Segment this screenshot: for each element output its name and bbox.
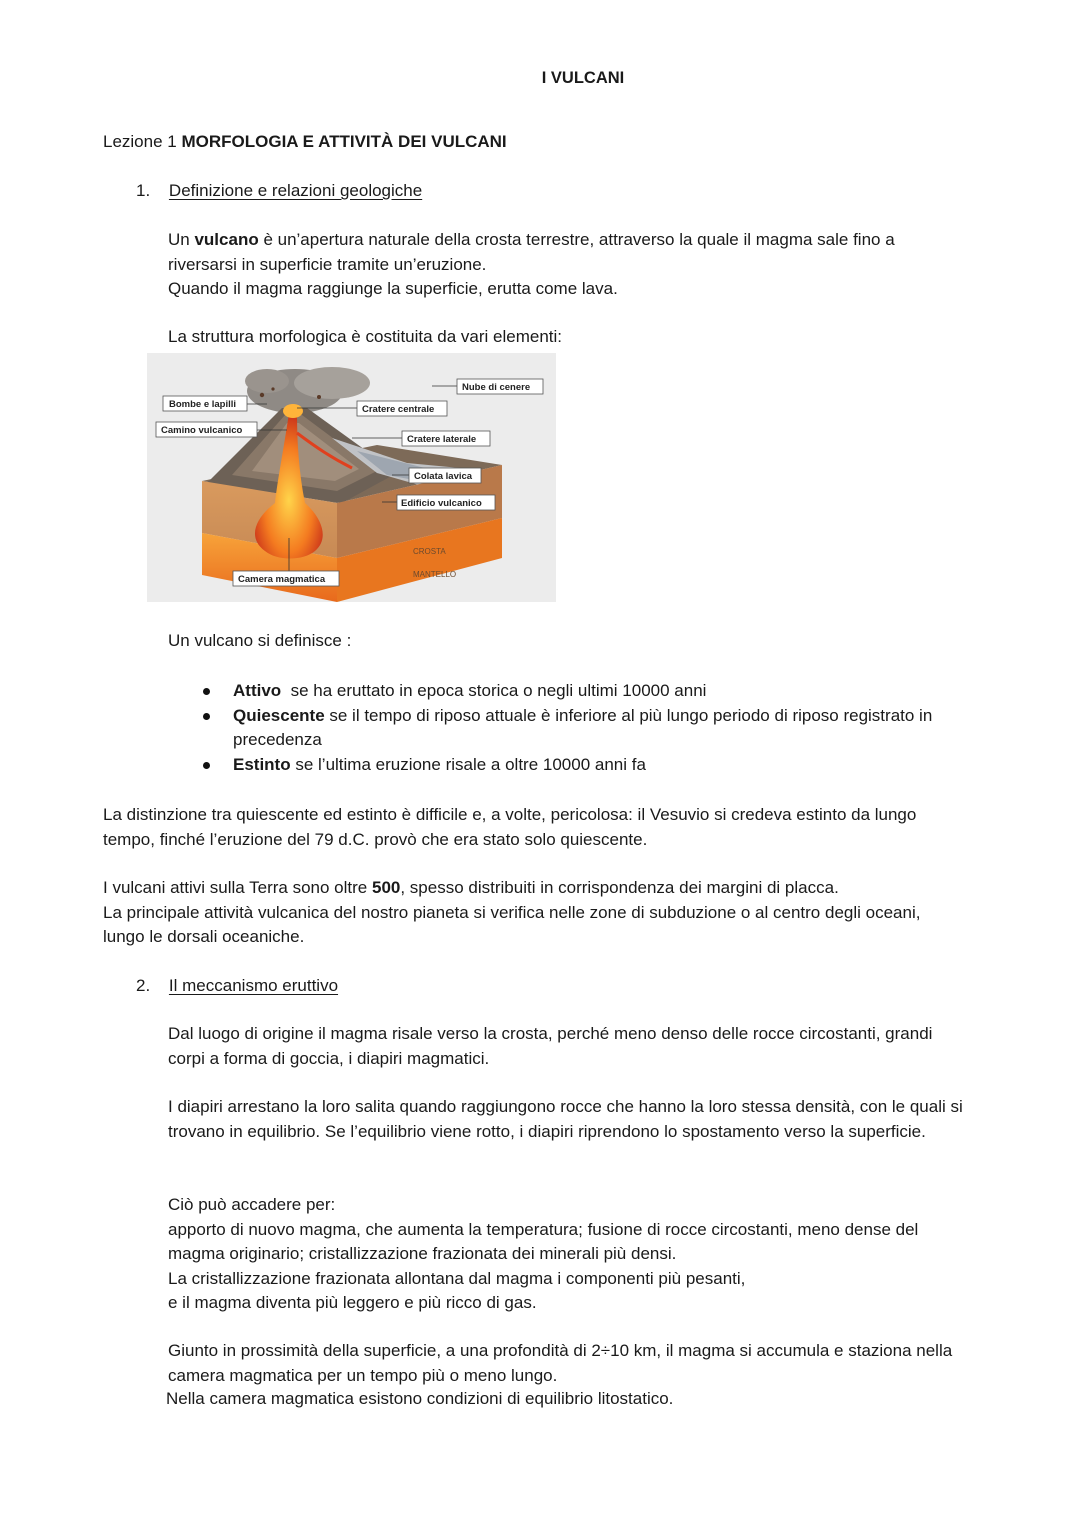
label-cratere-laterale: Cratere laterale [407,434,477,445]
section-2-heading [136,974,338,999]
label-crosta: CROSTA [413,547,446,556]
definition-text-end: è un’apertura naturale della crosta terrestre, attraverso la quale il magma sale fino a riversarsi in superficie tramite un’eruzione. [168,230,895,274]
label-nube: Nube di cenere [462,382,531,393]
type-term: Estinto [233,754,291,774]
volcano-types [203,679,983,777]
type-description: se ha eruttato in epoca storica o negli ultimi 10000 anni [281,681,707,700]
label-camino: Camino vulcanico [161,425,243,436]
causes-list: apporto di nuovo magma, che aumenta la temperatura; fusione di rocce circostanti, meno dense del magma originario; cristallizzazione frazionata dei minerali più densi. [168,1219,919,1263]
type-term: Attivo [233,681,282,700]
structure-intro: La struttura morfologica è costituita da vari elementi: [168,327,563,346]
label-colata: Colata lavica [414,471,473,482]
volcano-illustration [147,353,556,602]
section-1-number: 1. [136,181,151,200]
definition-text-start: Un [168,230,195,249]
meccanismo-p1: Dal luogo di origine il magma risale verso la crosta, perché meno denso delle rocce circostanti, grandi corpi a forma di goccia, i diapiri magmatici. [168,1024,933,1068]
list-item [203,679,983,704]
section-1-heading [136,179,422,204]
meccanismo-p3 [168,1193,968,1316]
label-bombe: Bombe e lapilli [169,399,237,410]
type-description: se l’ultima eruzione risale a oltre 10000 anni fa [290,754,646,774]
meccanismo-p5: Nella camera magmatica esistono condizioni di equilibrio litostatico. [166,1389,674,1408]
label-cratere-centrale: Cratere centrale [362,404,435,415]
type-term: Quiescente [233,705,325,725]
attivi-count: 500 [371,878,401,897]
label-mantello: MANTELLO [413,570,457,579]
definisce-intro: Un vulcano si definisce : [168,631,352,650]
crystallization-line-1: La cristallizzazione frazionata allontana dal magma i componenti più pesanti, [168,1268,746,1288]
list-item [203,753,983,778]
section-2-title: Il meccanismo eruttivo [168,976,339,995]
meccanismo-p2: I diapiri arrestano la loro salita quando raggiungono rocce che hanno la loro stessa densità, con le quali si trovano in equilibrio. Se l’equilibrio viene rotto, i diapiri riprendono lo spostamento verso la superficie. [168,1097,963,1141]
vulcano-definition [168,228,968,302]
definition-term: vulcano [194,230,259,249]
page-title: I VULCANI [541,69,625,87]
types-list [203,679,983,777]
definition-lava: Quando il magma raggiunge la superficie, erutta come lava. [168,279,618,298]
attivi-zones: La principale attività vulcanica del nostro pianeta si verifica nelle zone di subduzione o al centro degli oceani, lungo le dorsali oceaniche. [103,902,921,946]
lesson-prefix: Lezione 1 [103,132,177,151]
list-item [203,704,983,753]
attivi-text-end: , spesso distribuiti in corrispondenza dei margini di placca. [400,878,839,897]
attivi-text-start: I vulcani attivi sulla Terra sono oltre [103,878,372,897]
attivi-paragraph [103,876,933,950]
label-camera: Camera magmatica [238,574,326,585]
meccanismo-p4: Giunto in prossimità della superficie, a una profondità di 2÷10 km, il magma si accumula e staziona nella camera magmatica per un tempo più o meno lungo. [168,1341,953,1385]
distinzione-paragraph: La distinzione tra quiescente ed estinto è difficile e, a volte, pericolosa: il Vesuvio si credeva estinto da lungo tempo, finché l’eruzione del 79 d.C. provò che era stato solo quiescente. [103,805,917,849]
label-edificio: Edificio vulcanico [401,498,482,509]
lesson-name: MORFOLOGIA E ATTIVITÀ DEI VULCANI [181,132,507,151]
lesson-heading [103,130,507,155]
type-description: se il tempo di riposo attuale è inferiore al più lungo periodo di riposo registrato in precedenza [233,705,933,749]
section-1-title: Definizione e relazioni geologiche [168,181,423,200]
crystallization-line-2: e il magma diventa più leggero e più ricco di gas. [168,1293,537,1312]
section-2-number: 2. [136,976,151,995]
causes-intro: Ciò può accadere per: [168,1195,336,1214]
volcano-diagram [147,353,556,602]
